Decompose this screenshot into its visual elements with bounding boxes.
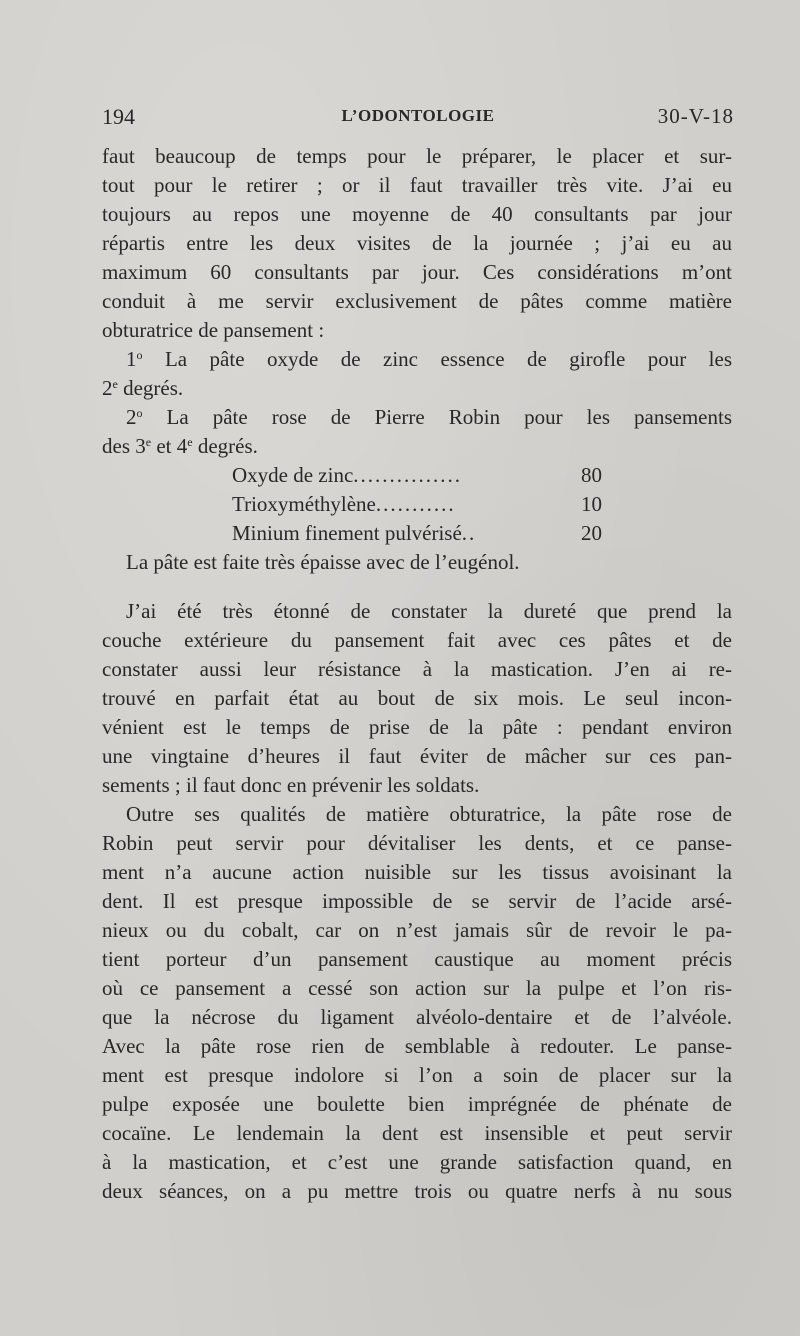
item-text: et 4	[156, 434, 188, 458]
ingredient-name: Trioxyméthylène	[232, 492, 376, 516]
text-line	[102, 374, 732, 403]
text-line	[102, 403, 732, 432]
text-line: La pâte est faite très épaisse avec de l’eugénol.	[126, 550, 520, 574]
formula-row	[232, 461, 602, 490]
text-line: Robin peut servir pour dévitaliser les dents, et ce panse-	[102, 831, 732, 855]
leader-dots: ...............	[353, 463, 463, 487]
item-text: La pâte oxyde de zinc essence de girofle pour les	[164, 347, 732, 371]
text-line: toujours au repos une moyenne de 40 consultants par jour	[102, 202, 732, 226]
text-line: trouvé en parfait état au bout de six mois. Le seul incon-	[102, 686, 732, 710]
formula-note	[102, 548, 732, 577]
issue-date: 30-V-18	[657, 104, 734, 128]
text-line: que la nécrose du ligament alvéolo-dentaire et de l’alvéole.	[102, 1005, 732, 1029]
item-number: 1	[126, 347, 137, 371]
degree-suffix: e	[187, 435, 193, 449]
text-line: pulpe exposée une boulette bien imprégnée de phénate de	[102, 1092, 732, 1116]
text-line: deux séances, on a pu mettre trois ou quatre nerfs à nu sous	[102, 1179, 732, 1203]
ingredient-quantity: 20	[581, 521, 602, 545]
paragraph-3	[102, 800, 732, 1206]
text-line: couche extérieure du pansement fait avec ces pâtes et de	[102, 628, 732, 652]
text-line: maximum 60 consultants par jour. Ces considérations m’ont	[102, 260, 732, 284]
paragraph-gap	[102, 577, 732, 597]
journal-title: L’ODONTOLOGIE	[341, 106, 495, 125]
paragraph-2	[102, 597, 732, 800]
item-text: degrés.	[123, 376, 184, 400]
text-line: constater aussi leur résistance à la mastication. J’en ai re-	[102, 657, 732, 681]
formula-table	[232, 461, 602, 548]
degree-suffix: e	[112, 377, 118, 391]
item-text: degrés.	[197, 434, 258, 458]
text-line: ment est presque indolore si l’on a soin de placer sur la	[102, 1063, 732, 1087]
degree-suffix: e	[145, 435, 152, 449]
page-body	[102, 142, 732, 1206]
text-line: dent. Il est presque impossible de se servir de l’acide arsé-	[102, 889, 732, 913]
list-item-2	[102, 403, 732, 461]
text-line: nieux ou du cobalt, car on n’est jamais sûr de revoir le pa-	[102, 918, 732, 942]
ingredient-name: Minium finement pulvérisé	[232, 521, 462, 545]
formula-row	[232, 490, 602, 519]
ingredient-quantity: 10	[581, 492, 602, 516]
text-line: une vingtaine d’heures il faut éviter de mâcher sur ces pan-	[102, 744, 732, 768]
text-line: sements ; il faut donc en prévenir les soldats.	[102, 773, 480, 797]
formula-row	[232, 519, 602, 548]
item-number-suffix: o	[136, 406, 143, 420]
degree-number: 2	[102, 376, 113, 400]
text-line: J’ai été très étonné de constater la dureté que prend la	[126, 599, 732, 623]
ingredient-quantity: 80	[581, 463, 602, 487]
running-header	[102, 104, 734, 134]
text-line	[102, 432, 732, 461]
item-text: La pâte rose de Pierre Robin pour les pansements	[166, 405, 732, 429]
text-line: Outre ses qualités de matière obturatrice, la pâte rose de	[126, 802, 732, 826]
item-number: 2	[126, 405, 137, 429]
text-line: tout pour le retirer ; or il faut travailler très vite. J’ai eu	[102, 173, 732, 197]
list-item-1	[102, 345, 732, 403]
text-line: faut beaucoup de temps pour le préparer, le placer et sur-	[102, 144, 732, 168]
text-line: à la mastication, et c’est une grande satisfaction quand, en	[102, 1150, 732, 1174]
leader-dots: ...........	[375, 492, 456, 516]
page-number: 194	[102, 104, 135, 129]
text-line: obturatrice de pansement :	[102, 318, 325, 342]
text-line: ment n’a aucune action nuisible sur les tissus avoisinant la	[102, 860, 732, 884]
text-line: Avec la pâte rose rien de semblable à redouter. Le panse-	[102, 1034, 732, 1058]
text-line: tient porteur d’un pansement caustique au moment précis	[102, 947, 732, 971]
text-line: vénient est le temps de prise de la pâte : pendant environ	[102, 715, 732, 739]
text-line: cocaïne. Le lendemain la dent est insensible et peut servir	[102, 1121, 732, 1145]
text-line: conduit à me servir exclusivement de pâtes comme matière	[102, 289, 732, 313]
ingredient-name: Oxyde de zinc	[232, 463, 354, 487]
text-line: où ce pansement a cessé son action sur la pulpe et l’on ris-	[102, 976, 732, 1000]
item-text: des 3	[102, 434, 146, 458]
item-number-suffix: o	[136, 348, 143, 362]
leader-dots: ..	[461, 521, 477, 545]
text-line: répartis entre les deux visites de la journée ; j’ai eu au	[102, 231, 732, 255]
text-line	[102, 345, 732, 374]
paragraph-1	[102, 142, 732, 345]
